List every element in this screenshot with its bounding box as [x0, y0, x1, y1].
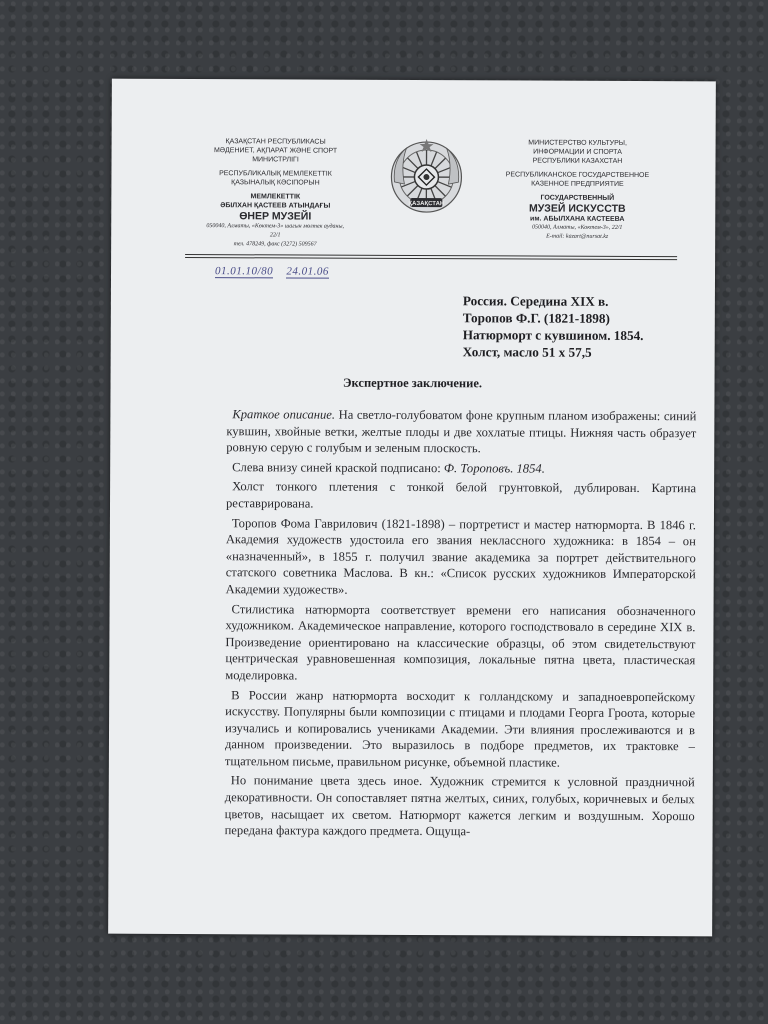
ministry-kz-line-3: МИНИСТРЛІГІ [252, 156, 299, 164]
museum-name-kz: ӨНЕР МУЗЕЙІ [239, 210, 312, 223]
address-ru: 050040, Алматы, «Коктем-3», 22/1 [532, 224, 623, 231]
signature-text: Слева внизу синей краской подписано: [232, 459, 444, 475]
subject-line-3: Натюрморт с кувшином. 1854. [462, 327, 644, 344]
registration-number: 01.01.10/80 [215, 265, 274, 278]
state-kz: МЕМЛЕКЕТТІК [250, 193, 301, 201]
subject-line-2: Торопов Ф.Г. (1821-1898) [462, 310, 610, 326]
document-sheet [108, 79, 716, 937]
museum-name-ru: МУЗЕЙ ИСКУССТВ [528, 202, 626, 215]
subject-line-1: Россия. Середина XIX в. [462, 293, 609, 309]
registration-date: 24.01.06 [286, 265, 329, 278]
state-emblem-icon [388, 138, 464, 216]
named-ru: им. АБЫЛХАНА КАСТЕЕВА [530, 215, 625, 223]
header-rule-thin [185, 257, 677, 260]
document-body [225, 406, 697, 844]
ministry-ru-line-3: РЕСПУБЛИКИ КАЗАХСТАН [532, 157, 623, 165]
address-kz-line-2: 22/1 [269, 232, 281, 239]
registration-stamp [215, 265, 339, 278]
phone-fax: тел. 478249, факс (3272) 509567 [233, 241, 317, 248]
address-kz-line-1: 050040, Алматы, «Көктем-3» шағын мөлтек ауданы, [206, 223, 345, 230]
state-ru: ГОСУДАРСТВЕННЫЙ [540, 194, 615, 202]
letterhead-russian [485, 138, 669, 242]
emblem-label: ҚАЗАҚСТАН [408, 200, 445, 208]
subject-line-4: Холст, масло 51 х 57,5 [462, 344, 592, 360]
paragraph-description [226, 406, 696, 458]
ministry-ru-line-1: МИНИСТЕРСТВО КУЛЬТУРЫ, [528, 139, 627, 147]
paragraph-genre: В России жанр натюрморта восходит к голландскому и западноевропейскому искусству. Популярны были композиции с птицами и плодами Георга Гроота, которые изучались и копировались учениками Академии. Эти влияния прослеживаются и в данном произведении. Это выразилось в подборе предметов, их трактовке – тщательном письме, правильном рисунке, объемной пластике. [224, 687, 696, 770]
named-kz: ӘБІЛХАН ҚАСТЕЕВ АТЫНДАҒЫ [220, 202, 331, 210]
ministry-kz-line-1: ҚАЗАҚСТАН РЕСПУБЛИКАСЫ [225, 138, 326, 146]
paragraph-style: Стилистика натюрморта соответствует времени его написания обозначенного художником. Академическое направление, которого господствовало в середине XIX в. Произведение ориентировано на классические образцы, об этом свидетельствуют центрическая уравновешенная композиция, локальные пятна цвета, пластическая моделировка. [225, 601, 696, 683]
document-title: Экспертное заключение. [343, 375, 483, 391]
paragraph-biography: Торопов Фома Гаврилович (1821-1898) – портретист и мастер натюрморта. В 1846 г. Академия художеств удостоила его звания неклассного художника: в 1854 – он «назначенный», в 1855 г. получил звание академика за портрет действительного статского советника Маслова. В кн.: «Список русских художников Императорской Академии художеств». [225, 515, 696, 597]
ministry-kz-line-2: МӘДЕНИЕТ, АҚПАРАТ ЖӘНЕ СПОРТ [213, 147, 338, 155]
paragraph-canvas: Холст тонкого плетения с тонкой белой грунтовкой, дублирован. Картина реставрирована. [225, 479, 697, 511]
enterprise-ru-line-2: КАЗЕННОЕ ПРЕДПРИЯТИЕ [531, 180, 624, 188]
enterprise-kz-line-1: РЕСПУБЛИКАЛЫҚ МЕМЛЕКЕТТІК [219, 170, 332, 178]
description-text: На светло-голубоватом фоне крупным планом изображены: синий кувшин, хвойные ветки, желтые плоды и две хохлатые птицы. Нижняя часть образует ровную серую с голубым и зеленым плоскость. [226, 407, 697, 456]
enterprise-kz-line-2: ҚАЗЫНАЛЫҚ КӘСІПОРЫН [231, 179, 320, 187]
signature-inscription: Ф. Тороповъ. 1854. [443, 460, 545, 476]
letterhead-kazakh [185, 137, 365, 250]
paragraph-signature [226, 459, 696, 478]
ministry-ru-line-2: ИНФОРМАЦИИ И СПОРТА [533, 148, 622, 156]
email: E-mail: kazart@nursat.kz [546, 233, 609, 240]
artwork-subject [463, 292, 703, 361]
description-lead: Краткое описание. [232, 407, 336, 422]
paragraph-color: Но понимание цвета здесь иное. Художник стремится к условной праздничной декоративности. Он сопоставляет пятна желтых, синих, голубых, коричневых и белых цветов, насыщает их светом. Натюрморт кажется легким и воздушным. Хорошо передана фактура каждого предмета. Ощуща- [224, 773, 695, 839]
enterprise-ru-line-1: РЕСПУБЛИКАНСКОЕ ГОСУДАРСТВЕННОЕ [505, 171, 650, 180]
